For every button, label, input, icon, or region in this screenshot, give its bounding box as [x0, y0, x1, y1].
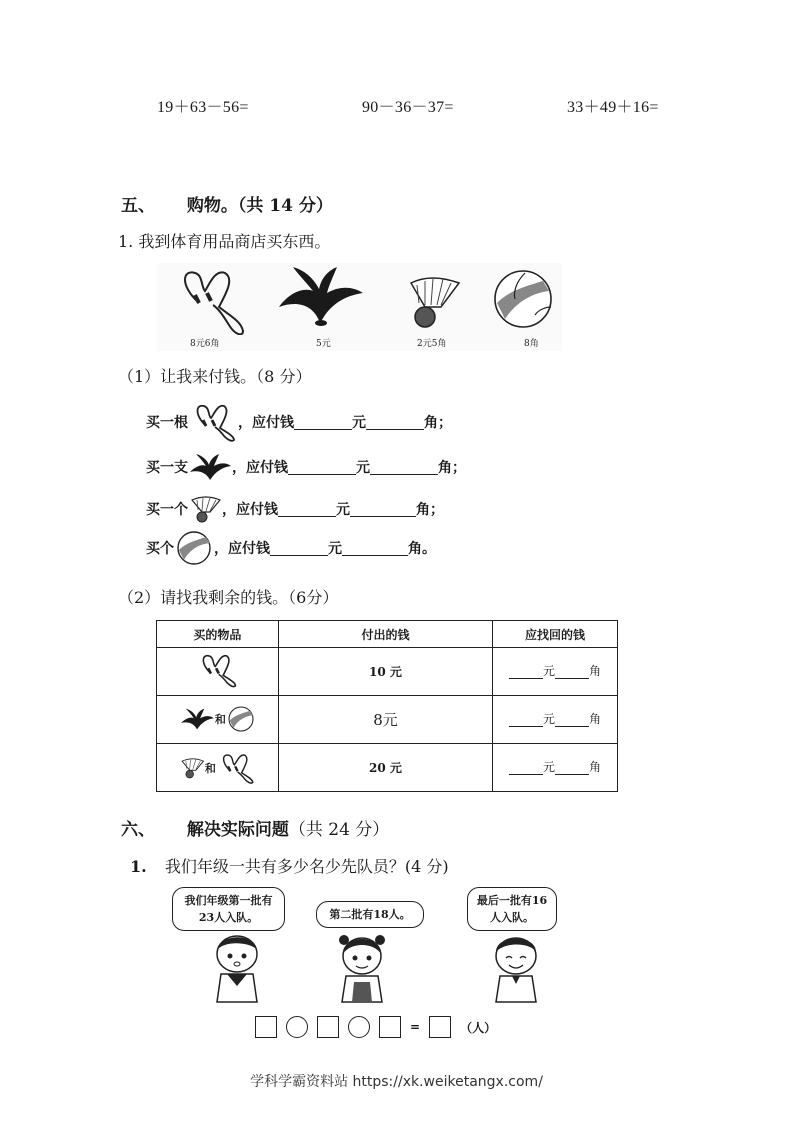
shuttlecock-plume-icon	[179, 707, 215, 731]
answer-blank-yuan[interactable]	[288, 460, 356, 475]
buy-prefix: 买个	[146, 541, 174, 557]
buy-yuan: 元	[328, 541, 342, 557]
section6-question-1	[130, 854, 449, 877]
answer-blank-jiao[interactable]	[555, 666, 589, 679]
answer-blank-yuan[interactable]	[278, 502, 336, 517]
section6-title: 解决实际问题	[186, 820, 289, 840]
operator-circle[interactable]	[286, 1016, 308, 1038]
answer-blank-jiao[interactable]	[366, 415, 424, 430]
answer-box[interactable]	[255, 1016, 277, 1038]
table-header: 买的物品	[157, 621, 279, 648]
table-row	[157, 744, 618, 792]
badminton-icon	[188, 494, 222, 524]
jump-rope-icon	[188, 402, 238, 442]
yuan-label: 元	[543, 759, 556, 774]
girl-character-icon	[330, 932, 394, 1004]
buy-jiao: 角；	[438, 460, 466, 476]
buy-row-badminton	[146, 494, 444, 524]
buy-prefix: 买一个	[146, 502, 188, 518]
question-text: 我们年级一共有多少名少先队员？(4 分)	[164, 857, 449, 876]
speech-bubble-1: 我们年级第一批有23人入队。	[172, 887, 285, 931]
table-header: 付出的钱	[278, 621, 492, 648]
answer-blank-jiao[interactable]	[342, 541, 408, 556]
table-header: 应找回的钱	[493, 621, 618, 648]
buy-row-ball	[146, 530, 436, 566]
items-cell	[157, 744, 279, 792]
product-strip	[157, 263, 562, 351]
buy-jiao: 角；	[424, 415, 452, 431]
buy-row-plume	[146, 452, 466, 482]
answer-box[interactable]	[317, 1016, 339, 1038]
ball-icon	[174, 530, 214, 566]
jump-rope-icon	[195, 652, 239, 688]
answer-box[interactable]	[379, 1016, 401, 1038]
footer-watermark: 学科学霸资料站 https://xk.weiketangx.com/	[250, 1074, 543, 1090]
paid-cell: 8元	[278, 696, 492, 744]
jump-rope-icon	[169, 265, 249, 335]
ball-icon	[493, 269, 553, 329]
section5-heading	[121, 191, 333, 216]
ball-icon	[226, 705, 256, 733]
answer-blank-yuan[interactable]	[509, 762, 543, 775]
equals-sign: =	[410, 1020, 421, 1034]
change-cell	[493, 648, 618, 696]
paid-cell: 20 元	[278, 744, 492, 792]
buy-yuan: 元	[352, 415, 366, 431]
items-cell	[157, 648, 279, 696]
yuan-label: 元	[543, 663, 556, 678]
unit-label: （人）	[460, 1020, 497, 1035]
shuttlecock-plume-icon	[188, 452, 232, 482]
section5-number: 五、	[121, 196, 155, 216]
price-ball: 8角	[524, 339, 539, 349]
section6-number: 六、	[121, 820, 155, 840]
speech-bubble-3: 最后一批有16人入队。	[467, 887, 557, 931]
sub-question-1: （1）让我来付钱。（8 分）	[118, 367, 312, 386]
change-table	[156, 620, 618, 792]
price-badminton: 2元5角	[417, 339, 447, 349]
items-cell	[157, 696, 279, 744]
section5-question-1: 1. 我到体育用品商店买东西。	[118, 232, 331, 251]
answer-blank-yuan[interactable]	[509, 666, 543, 679]
and-label: 和	[204, 761, 216, 775]
price-plume: 5元	[316, 339, 331, 349]
paid-cell: 10 元	[278, 648, 492, 696]
jiao-label: 角	[589, 663, 602, 678]
speech-bubble-2: 第二批有18人。	[316, 901, 424, 928]
jump-rope-icon	[216, 751, 256, 785]
boy-character-icon	[205, 930, 269, 1004]
change-cell	[493, 744, 618, 792]
jiao-label: 角	[589, 759, 602, 774]
buy-middle: ，应付钱	[214, 541, 270, 557]
equation-2: 90－36－37=	[362, 99, 454, 116]
boy-character-icon	[484, 932, 548, 1004]
answer-blank-jiao[interactable]	[370, 460, 438, 475]
buy-middle: ，应付钱	[232, 460, 288, 476]
shuttlecock-plume-icon	[275, 263, 365, 329]
question-number: 1.	[130, 857, 147, 876]
equation-3: 33＋49＋16=	[567, 99, 659, 116]
answer-blank-yuan[interactable]	[509, 714, 543, 727]
yuan-label: 元	[543, 711, 556, 726]
section5-points: （共 14 分）	[237, 196, 333, 216]
section6-points: （共 24 分）	[288, 820, 390, 840]
buy-yuan: 元	[336, 502, 350, 518]
answer-blank-jiao[interactable]	[555, 762, 589, 775]
and-label: 和	[214, 713, 226, 726]
buy-prefix: 买一根	[146, 415, 188, 431]
jiao-label: 角	[589, 711, 602, 726]
buy-prefix: 买一支	[146, 460, 188, 476]
table-row	[157, 648, 618, 696]
badminton-icon	[179, 756, 205, 780]
change-cell	[493, 696, 618, 744]
badminton-icon	[405, 273, 465, 329]
answer-blank-jiao[interactable]	[350, 502, 416, 517]
buy-middle: ，应付钱	[238, 415, 294, 431]
buy-middle: ，应付钱	[222, 502, 278, 518]
equation-template	[255, 1016, 496, 1038]
buy-jiao: 角。	[408, 541, 436, 557]
section6-heading	[121, 815, 389, 840]
answer-blank-jiao[interactable]	[555, 714, 589, 727]
sub-question-2: （2）请找我剩余的钱。（6分）	[118, 588, 339, 607]
operator-circle[interactable]	[348, 1016, 370, 1038]
section5-title: 购物。	[186, 196, 238, 216]
table-row	[157, 696, 618, 744]
buy-row-rope	[146, 402, 452, 442]
answer-box[interactable]	[429, 1016, 451, 1038]
equation-1: 19＋63－56=	[157, 99, 249, 116]
price-jump-rope: 8元6角	[190, 339, 220, 349]
answer-blank-yuan[interactable]	[294, 415, 352, 430]
answer-blank-yuan[interactable]	[270, 541, 328, 556]
buy-jiao: 角；	[416, 502, 444, 518]
buy-yuan: 元	[356, 460, 370, 476]
